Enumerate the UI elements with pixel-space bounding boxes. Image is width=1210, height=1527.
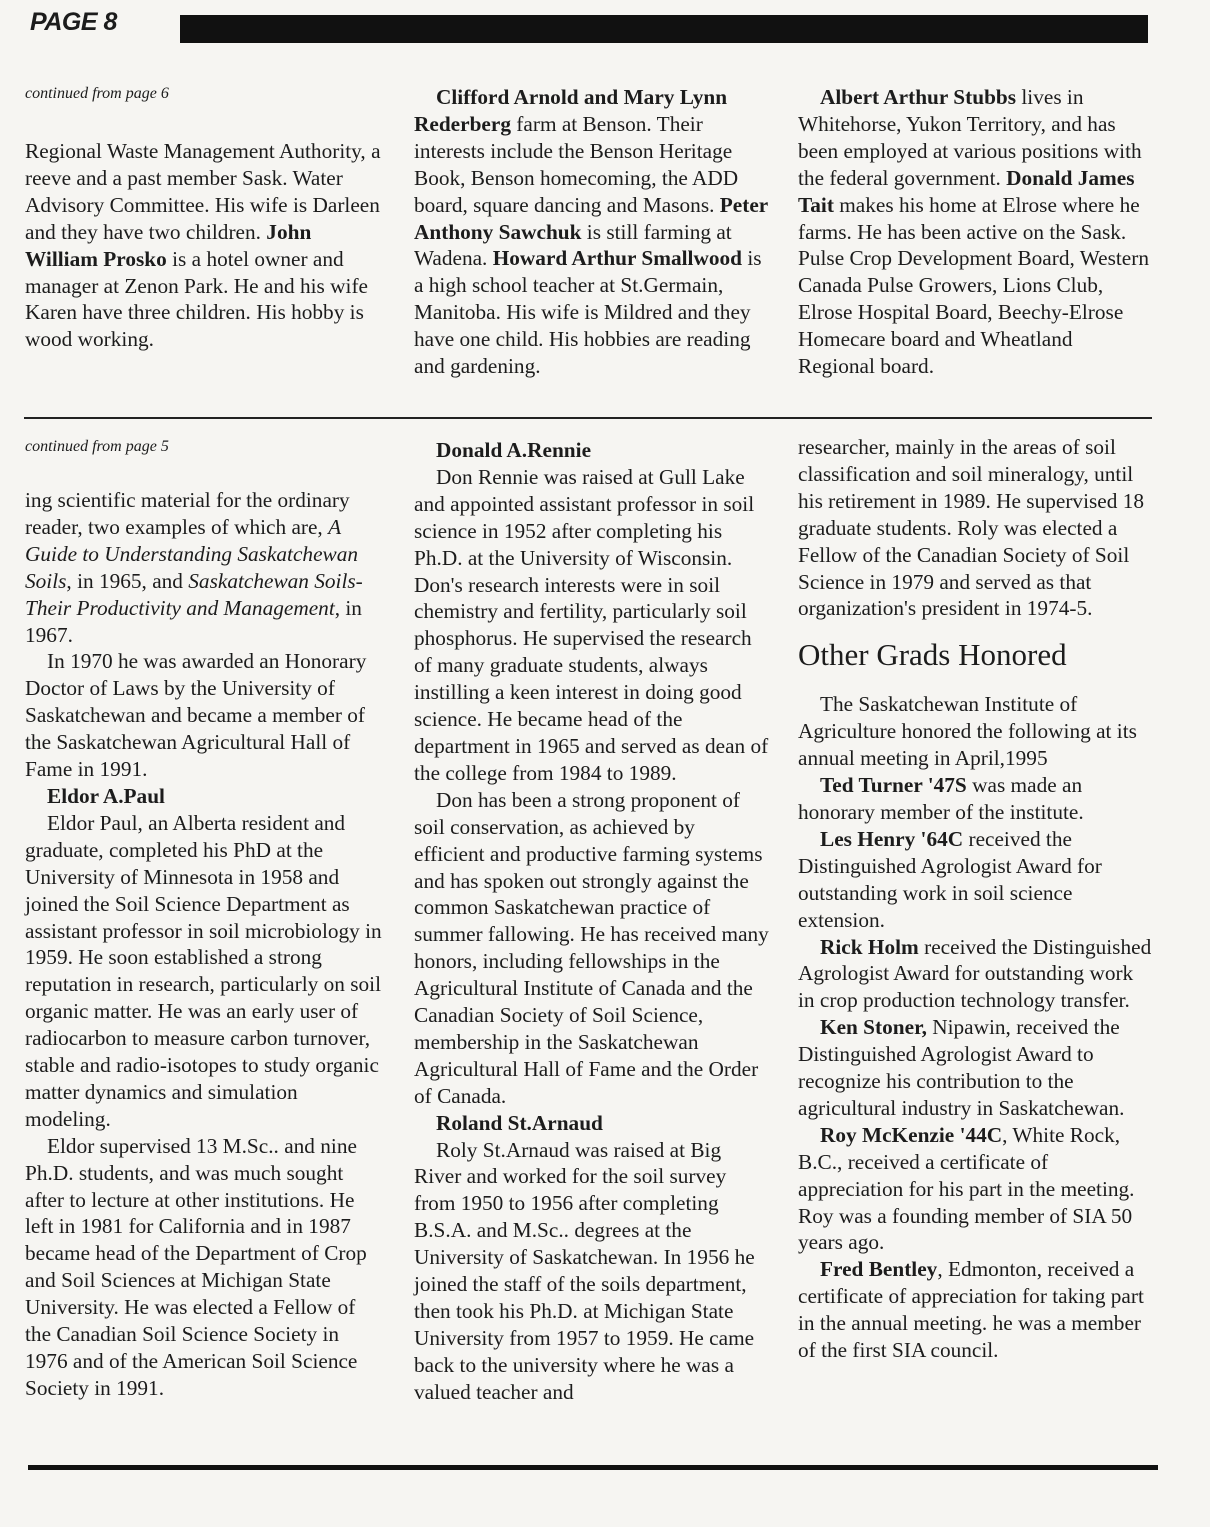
honoree-entry: Les Henry '64C received the Distinguished Agrologist Award for outstanding work in soil science extension. [798,826,1102,932]
paragraph: Don has been a strong proponent of soil conservation, as achieved by efficient and productive farming systems and has spoken out strongly against the common Saskatchewan practice of summer fallowing. He has received many honors, including fellowships in the Agricultural Institute of Canada and the Canadian Society of Soil Science, membership in the Saskatchewan Agricultural Hall of Fame and the Order of Canada. [414,787,769,1108]
paragraph: Eldor Paul, an Alberta resident and graduate, completed his PhD at the University of Minnesota in 1958 and joined the Soil Science Department as assistant professor in soil microbiology in 1959. He soon established a strong reputation in research, particularly on soil organic matter. He was an early user of radiocarbon to measure carbon turnover, stable and radio-isotopes to study organic matter dynamics and simulation modeling. [25,810,382,1131]
profile-heading: Eldor A.Paul [47,783,165,808]
honoree-name: Rick Holm [820,934,919,959]
honoree-name: Roy McKenzie '44C [820,1122,1003,1147]
paragraph: The Saskatchewan Institute of Agriculture honored the following at its annual meeting in April,1995 [798,692,1137,771]
top-column-3 [798,84,1154,380]
section-divider [24,417,1152,419]
person-name: Howard Arthur Smallwood [492,246,742,271]
top-column-1 [25,84,385,353]
top-column-2 [414,84,770,380]
page-label: PAGE 8 [30,8,117,36]
honoree-entry: Ken Stoner, Nipawin, received the Distinguished Agrologist Award to recognize his contribution to the agricultural industry in Saskatchewan. [798,1015,1125,1120]
person-name: Albert Arthur Stubbs [820,85,1017,109]
honoree-name: Les Henry '64C [820,826,964,851]
honoree-name: Ken Stoner, [820,1015,927,1040]
bottom-column-1 [25,437,385,1402]
continued-note: continued from page 5 [25,438,169,455]
book-title: Saskatchewan Soils-Their Productivity and Management [25,568,363,620]
paragraph: Albert Arthur Stubbs lives in Whitehorse, Yukon Territory, and has been employed at various positions with the federal government. Donald James Tait makes his home at Elrose where he farms. He has been active on the Sask. Pulse Crop Development Board, Western Canada Pulse Growers, Lions Club, Elrose Hospital Board, Beechy-Elrose Homecare board and Wheatland Regional board. [798,85,1150,379]
honoree-entry: Roy McKenzie '44C, White Rock, B.C., received a certificate of appreciation for his part in the meeting. Roy was a founding member of SIA 50 years ago. [798,1122,1135,1255]
honoree-entry: Ted Turner '47S was made an honorary member of the institute. [798,773,1084,824]
footer-rule [28,1465,1158,1470]
section-title: Other Grads Honored [798,637,1067,673]
header-bar [180,15,1148,43]
paragraph: Regional Waste Management Authority, a reeve and a past member Sask. Water Advisory Committee. His wife is Darleen and they have two children. John William Prosko is a hotel owner and manager at Zenon Park. He and his wife Karen have three children. His hobby is wood working. [25,139,381,352]
paragraph: researcher, mainly in the areas of soil classification and soil mineralogy, until his retirement in 1989. He supervised 18 graduate students. Roly was elected a Fellow of the Canadian Society of Soil Science in 1979 and served as that organization's president in 1974-5. [798,435,1145,621]
continued-note: continued from page 6 [25,85,169,102]
profile-heading: Roland St.Arnaud [436,1110,603,1135]
person-name: Clifford Arnold and Mary Lynn Rederberg [414,85,728,136]
paragraph: Roly St.Arnaud was raised at Big River and worked for the soil survey from 1950 to 1956 after completing B.S.A. and M.Sc.. degrees at the University of Saskatchewan. In 1956 he joined the staff of the soils department, then took his Ph.D. at Michigan State University from 1957 to 1959. He came back to the university where he was a valued teacher and [414,1137,755,1404]
honoree-entry: Fred Bentley, Edmonton, received a certificate of appreciation for taking part in the annual meeting. he was a member of the first SIA council. [798,1257,1144,1363]
profile-heading: Donald A.Rennie [436,438,592,462]
paragraph: In 1970 he was awarded an Honorary Doctor of Laws by the University of Saskatchewan and became a member of the Saskatchewan Agricultural Hall of Fame in 1991. [25,649,367,782]
paragraph: Don Rennie was raised at Gull Lake and appointed assistant professor in soil science in 1952 after completing his Ph.D. at the University of Wisconsin. Don's research interests were in soil chemistry and fertility, particularly soil phosphorus. He supervised the research of many graduate students, always instilling a keen interest in doing good science. He became head of the department in 1965 and served as dean of the college from 1984 to 1989. [414,464,769,785]
bottom-column-2 [414,437,770,1406]
honoree-name: Fred Bentley [820,1257,938,1282]
bottom-column-3 [798,434,1154,1364]
person-name: Donald James Tait [798,165,1135,217]
paragraph: Clifford Arnold and Mary Lynn Rederberg farm at Benson. Their interests include the Benson Heritage Book, Benson homecoming, the ADD board, square dancing and Masons. Peter Anthony Sawchuk is still farming at Wadena. Howard Arthur Smallwood is a high school teacher at St.Germain, Manitoba. His wife is Mildred and they have one child. His hobbies are reading and gardening. [414,85,768,379]
paragraph: ing scientific material for the ordinary reader, two examples of which are, A Guide to Understanding Saskatchewan Soils, in 1965, and Saskatchewan Soils-Their Productivity and Management, in 1967. [25,488,363,647]
honoree-entry: Rick Holm received the Distinguished Agrologist Award for outstanding work in crop production technology transfer. [798,934,1152,1013]
paragraph: Eldor supervised 13 M.Sc.. and nine Ph.D. students, and was much sought after to lecture at other institutions. He left in 1981 for California and in 1987 became head of the Department of Crop and Soil Sciences at Michigan State University. He was elected a Fellow of the Canadian Soil Science Society in 1976 and of the American Soil Science Society in 1991. [25,1133,367,1400]
honoree-name: Ted Turner '47S [820,773,967,798]
person-name: Peter Anthony Sawchuk [414,192,768,244]
book-title: A Guide to Understanding Saskatchewan Soils [25,514,359,593]
person-name: John William Prosko [25,219,312,271]
